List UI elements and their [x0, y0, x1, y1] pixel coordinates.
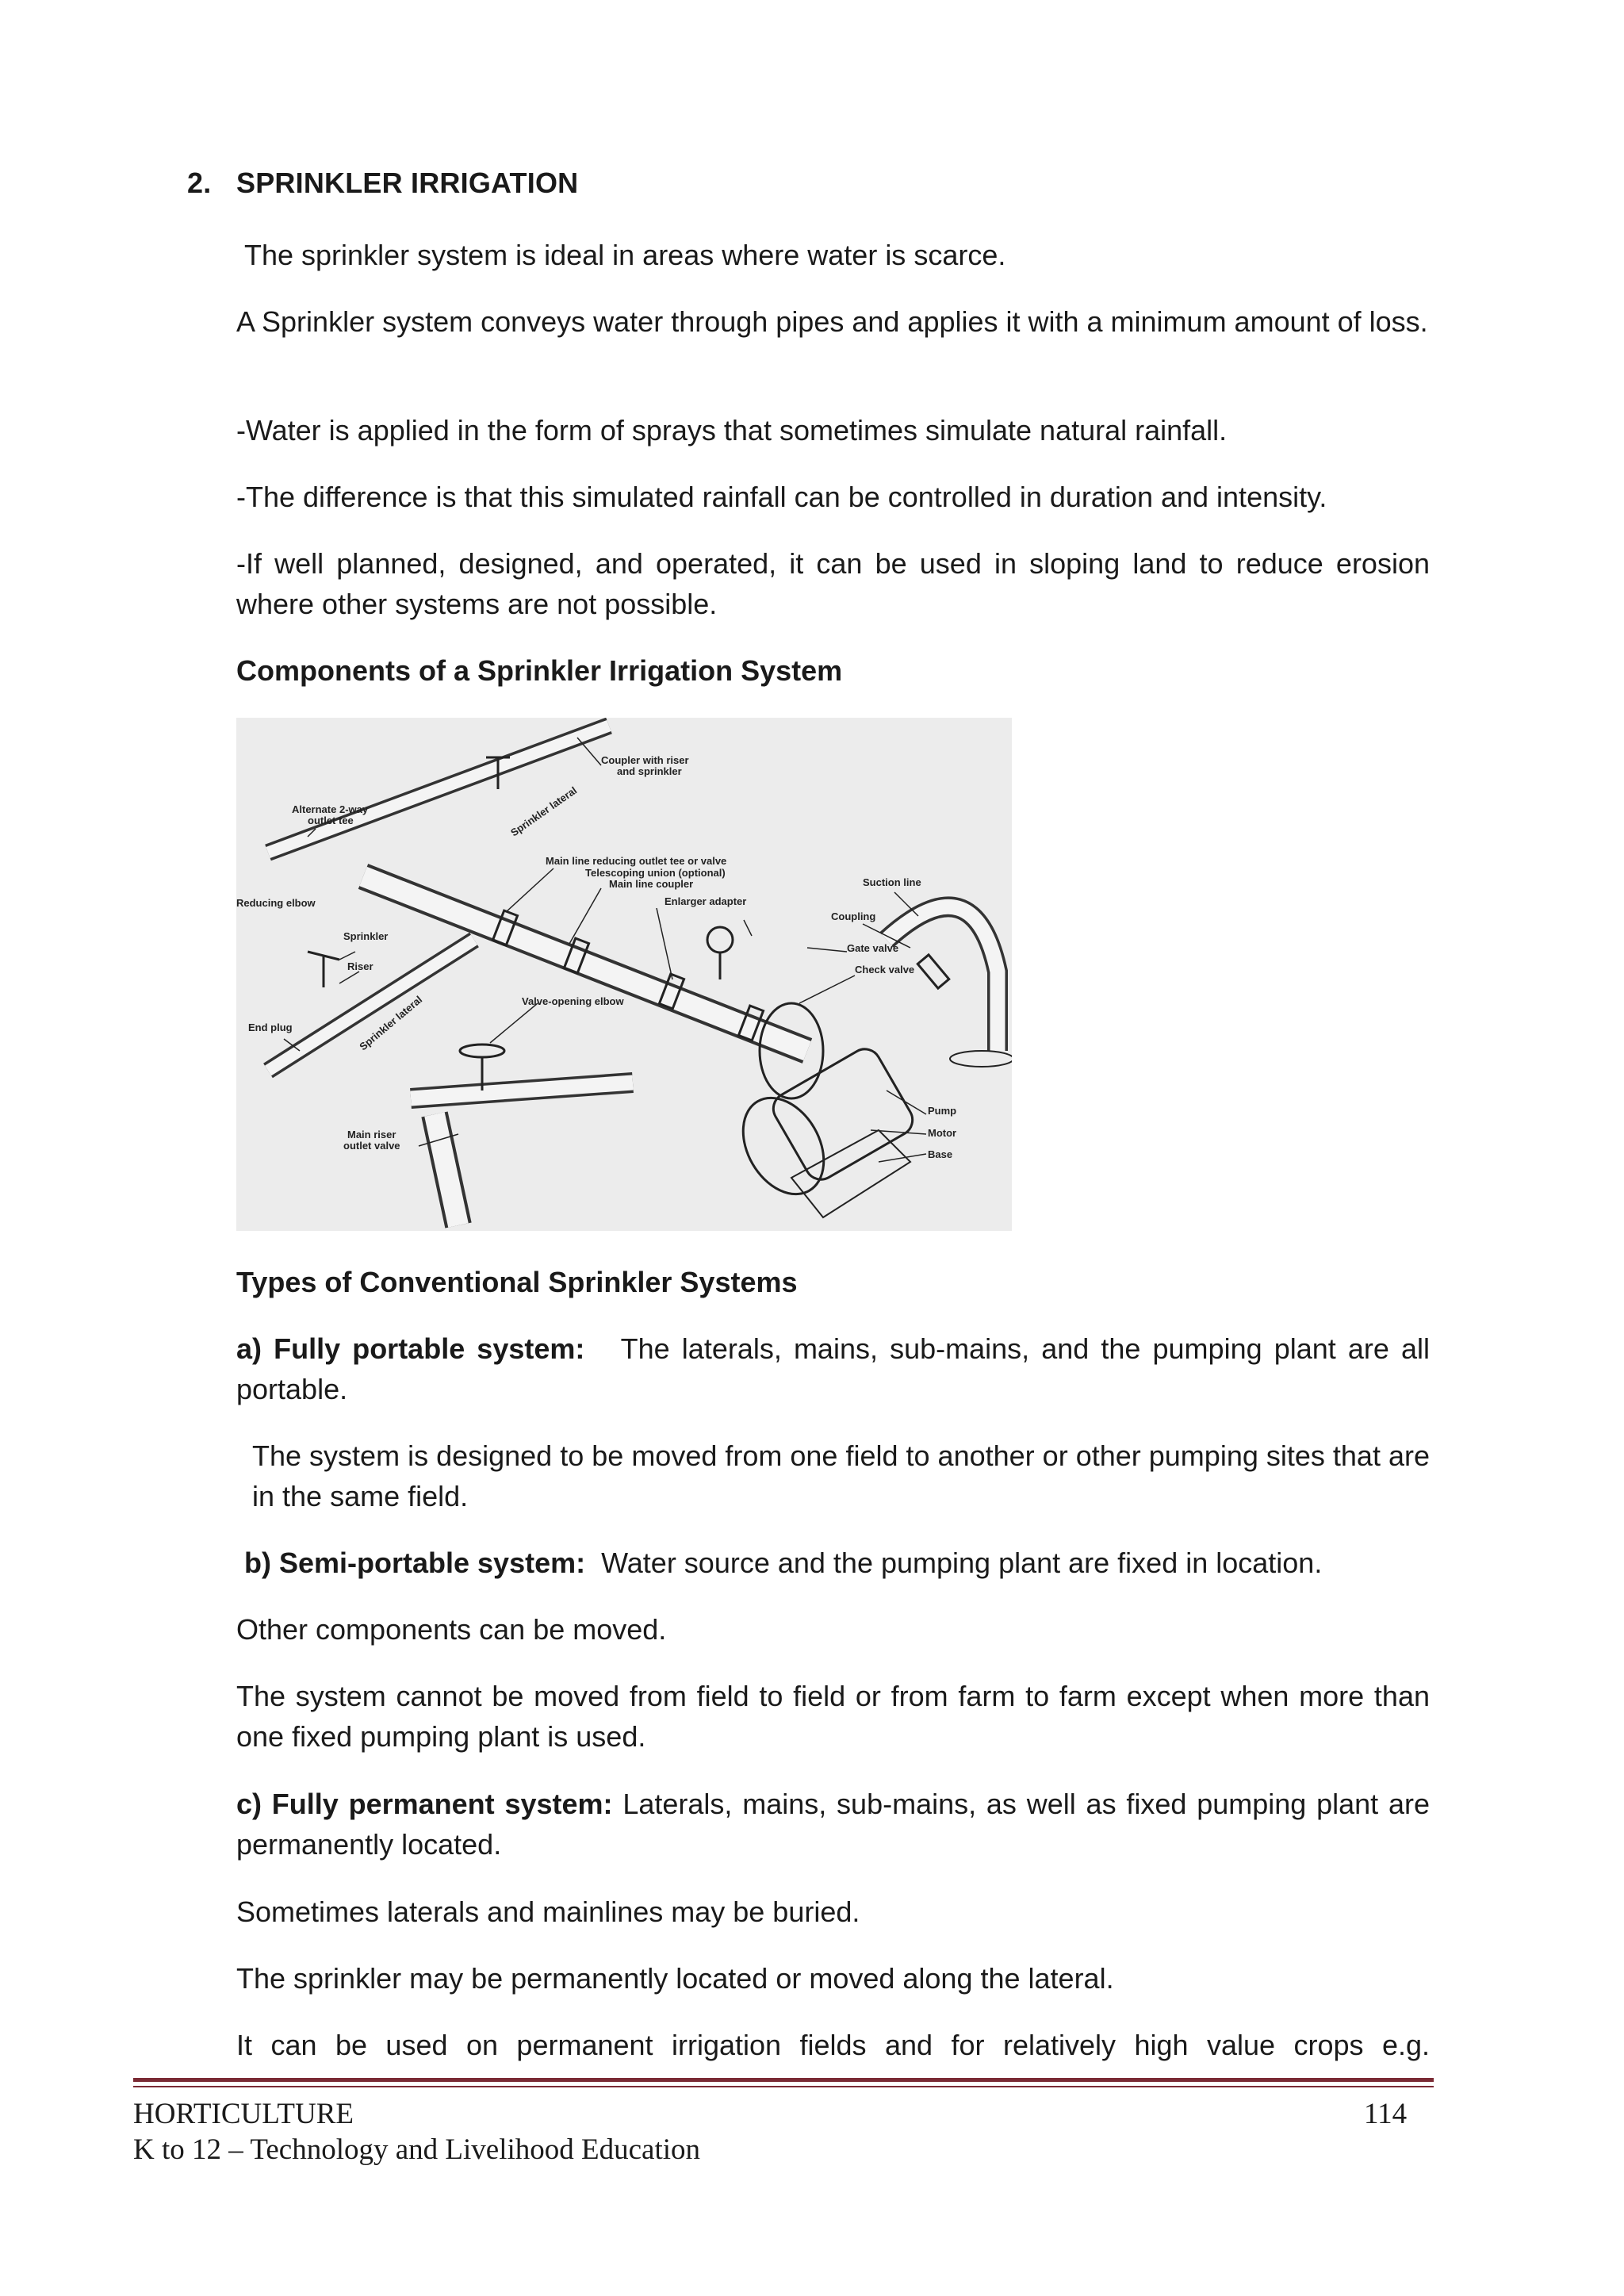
page-number: 114 — [1364, 2098, 1408, 2130]
footer-program: K to 12 – Technology and Livelihood Education — [133, 2133, 701, 2166]
type-b-paragraph — [236, 1543, 1430, 1583]
label-coupling: Coupling — [831, 910, 876, 922]
label-reducing-elbow: Reducing elbow — [236, 897, 316, 909]
diagram-drawing — [236, 718, 1012, 1231]
label-sprinkler-lateral: Sprinkler lateral — [508, 784, 580, 839]
components-heading: Components of a Sprinkler Irrigation System — [236, 654, 843, 687]
types-heading: Types of Conventional Sprinkler Systems — [236, 1266, 798, 1298]
type-c-note: The sprinkler may be permanently located or moved along the lateral. — [236, 1962, 1114, 1995]
label-alternate-tee: outlet tee — [308, 815, 354, 826]
label-valve-opening-elbow: Valve-opening elbow — [522, 995, 624, 1007]
type-c-text: Laterals, mains, sub-mains, as well as fixed pumping plant are permanently located. — [236, 1788, 1430, 1861]
type-a-text: The laterals, mains, sub-mains, and the pumping plant are all portable. — [236, 1332, 1431, 1405]
sprinkler-system-diagram — [236, 718, 1012, 1231]
type-b-label: b) Semi-portable system: — [244, 1547, 586, 1579]
label-pump: Pump — [928, 1105, 957, 1117]
type-c-paragraph — [236, 1784, 1430, 1865]
intro-paragraph: A Sprinkler system conveys water through pipes and applies it with a minimum amount of loss. — [236, 305, 1428, 338]
footer-left — [133, 2096, 700, 2168]
type-a-paragraph — [236, 1328, 1430, 1409]
label-main-reducing-tee: Main line reducing outlet tee or valve — [546, 855, 727, 867]
label-sprinkler: Sprinkler — [343, 930, 389, 942]
label-suction-line: Suction line — [863, 876, 921, 888]
label-enlarger-adapter: Enlarger adapter — [665, 895, 747, 907]
label-gate-valve: Gate valve — [847, 942, 899, 954]
label-main-riser: Main riser — [347, 1129, 396, 1140]
type-c-note: It can be used on permanent irrigation fields and for relatively high value crops e.g. — [236, 2029, 1430, 2061]
type-a-label: a) Fully portable system: — [236, 1332, 585, 1365]
section-number: 2. — [187, 167, 212, 199]
type-b-note: The system cannot be moved from field to field or from farm to farm except when more than one fixed pumping plant is used. — [236, 1680, 1430, 1753]
label-base: Base — [928, 1148, 953, 1160]
type-b-note: Other components can be moved. — [236, 1613, 667, 1646]
label-end-plug: End plug — [248, 1022, 293, 1033]
label-sprinkler-lateral-lower: Sprinkler lateral — [357, 993, 425, 1053]
label-check-valve: Check valve — [855, 964, 915, 976]
intro-paragraph: -If well planned, designed, and operated, it can be used in sloping land to reduce erosion where other systems are not possible. — [236, 547, 1430, 620]
footer-rule — [133, 2086, 1434, 2087]
section-heading — [187, 167, 578, 200]
footer-subject: HORTICULTURE — [133, 2098, 354, 2130]
footer-rule — [133, 2078, 1434, 2082]
intro-paragraph: -Water is applied in the form of sprays that sometimes simulate natural rainfall. — [236, 414, 1228, 447]
label-motor: Motor — [928, 1127, 957, 1139]
label-coupler: and sprinkler — [617, 765, 682, 777]
type-b-text: Water source and the pumping plant are fixed in location. — [601, 1547, 1323, 1579]
label-coupler: Coupler with riser — [601, 754, 689, 766]
intro-paragraph: -The difference is that this simulated rainfall can be controlled in duration and intensity. — [236, 481, 1327, 513]
type-a-note: The system is designed to be moved from one field to another or other pumping sites that are in the same field. — [252, 1439, 1430, 1512]
label-main-riser: outlet valve — [343, 1140, 400, 1152]
intro-paragraph: The sprinkler system is ideal in areas where water is scarce. — [244, 239, 1006, 271]
label-main-line-coupler: Main line coupler — [609, 878, 694, 890]
type-c-note: Sometimes laterals and mainlines may be buried. — [236, 1895, 860, 1928]
label-alternate-tee: Alternate 2-way — [292, 803, 369, 815]
type-c-label: c) Fully permanent system: — [236, 1788, 613, 1820]
label-riser: Riser — [347, 960, 373, 972]
label-telescoping-union: Telescoping union (optional) — [585, 867, 726, 879]
section-title: SPRINKLER IRRIGATION — [236, 167, 579, 199]
